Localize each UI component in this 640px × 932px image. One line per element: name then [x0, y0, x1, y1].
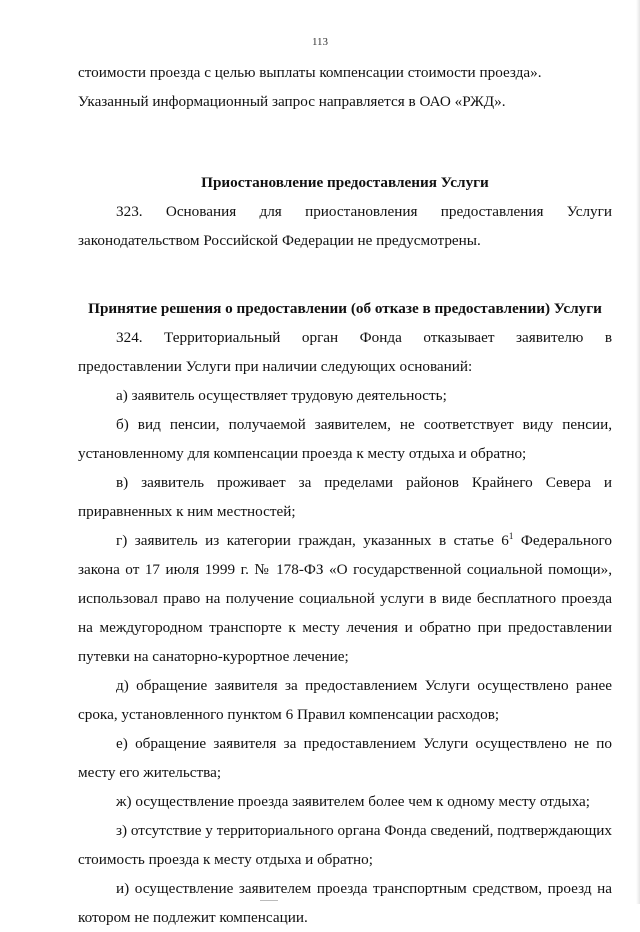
paragraph-324: 324. Территориальный орган Фонда отказывает заявителю в предоставлении Услуги при наличии следующих оснований: — [78, 329, 612, 375]
section-heading-decision: Принятие решения о предоставлении (об отказе в предоставлении) Услуги — [88, 300, 602, 317]
list-item-g — [78, 526, 612, 671]
list-item-a: а) заявитель осуществляет трудовую деятельность; — [116, 387, 447, 404]
list-item-e: е) обращение заявителя за предоставлением Услуги осуществлено не по месту его жительства; — [78, 735, 612, 781]
list-item-zh: ж) осуществление проезда заявителем более чем к одному месту отдыха; — [116, 793, 590, 810]
list-item-d: д) обращение заявителя за предоставлением Услуги осуществлено ранее срока, установленного пунктом 6 Правил компенсации расходов; — [78, 677, 612, 723]
list-item-g-text-start: г) заявитель из категории граждан, указанных в статье 6 — [116, 532, 509, 549]
list-item-g-text-end: Федерального закона от 17 июля 1999 г. № 178-ФЗ «О государственной социальной помощи», использовал право на получение социальной услуги в виде бесплатного проезда на междугородном транспорте к месту лечения и обратно при предоставлении путевки на санаторно-курортное лечение; — [78, 532, 612, 665]
list-item-v: в) заявитель проживает за пределами районов Крайнего Севера и приравненных к ним местностей; — [78, 474, 612, 520]
paragraph-323: 323. Основания для приостановления предоставления Услуги законодательством Российской Федерации не предусмотрены. — [78, 203, 612, 249]
list-item-z: з) отсутствие у территориального органа Фонда сведений, подтверждающих стоимость проезда к месту отдыха и обратно; — [78, 822, 612, 868]
intro-line-1: стоимости проезда с целью выплаты компенсации стоимости проезда». — [78, 64, 542, 81]
scan-edge-shadow — [636, 0, 640, 904]
section-heading-suspension: Приостановление предоставления Услуги — [201, 174, 489, 191]
list-item-i: и) осуществление заявителем проезда транспортным средством, проезд на котором не подлежит компенсации. — [78, 880, 612, 926]
document-body — [78, 58, 612, 932]
list-item-b: б) вид пенсии, получаемой заявителем, не соответствует виду пенсии, установленному для компенсации проезда к месту отдыха и обратно; — [78, 416, 612, 462]
scan-bottom-mark — [260, 900, 278, 901]
page-number: 113 — [311, 36, 329, 48]
intro-line-2: Указанный информационный запрос направляется в ОАО «РЖД». — [78, 93, 506, 110]
list-item-g-superscript: 1 — [508, 530, 514, 541]
